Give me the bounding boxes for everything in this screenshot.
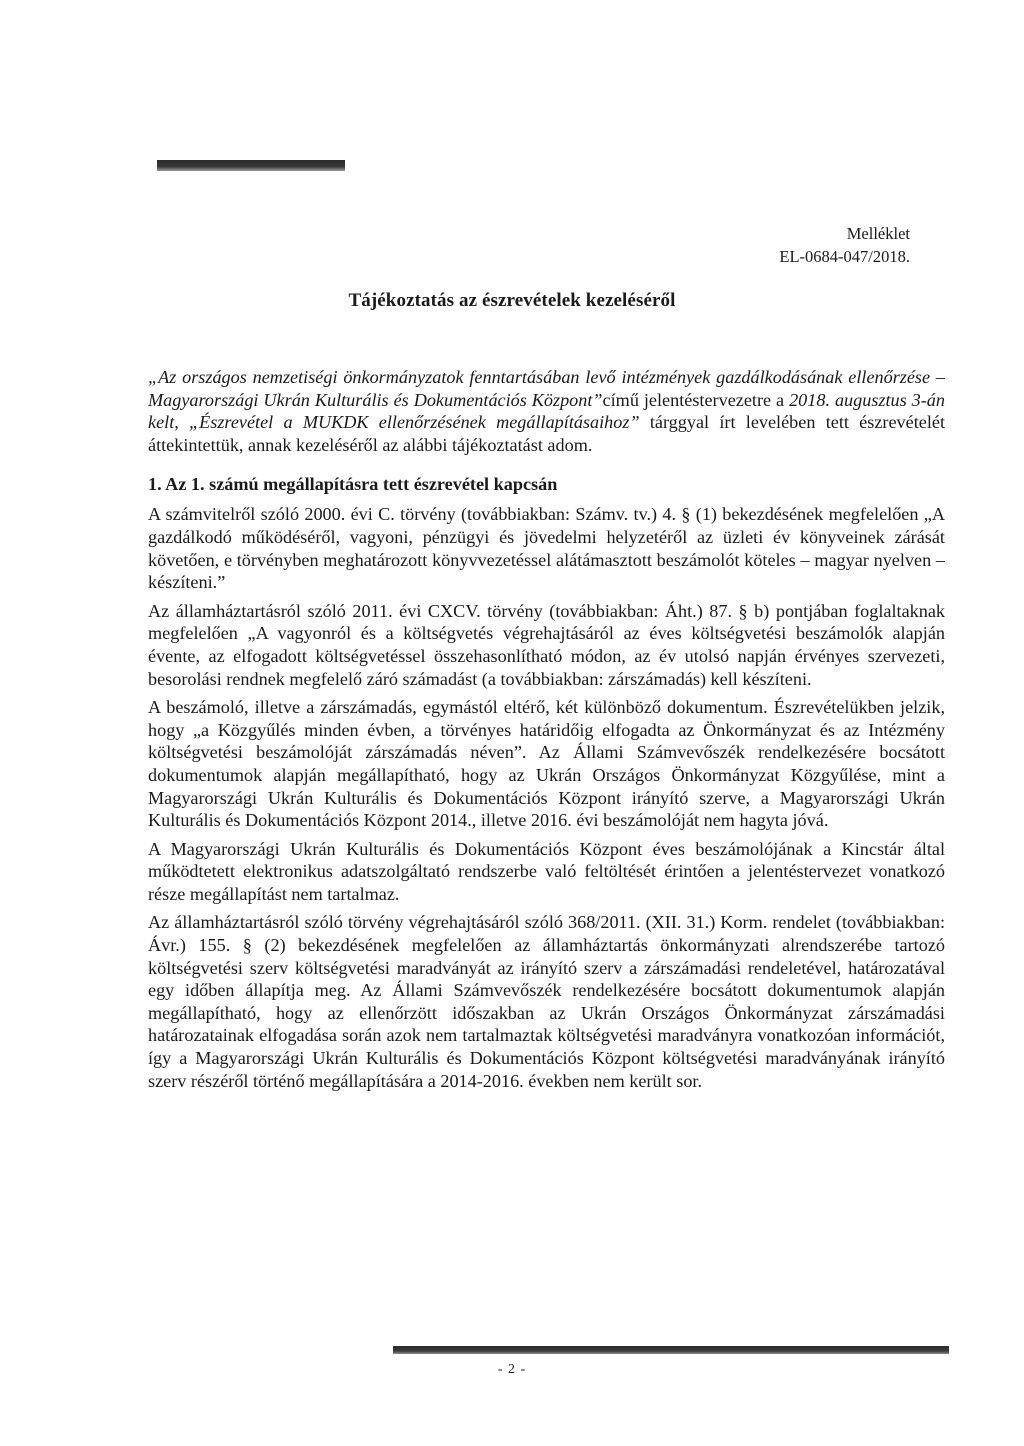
intro-text-a: című jelentéstervezetre a [602, 389, 790, 410]
intro-letter-reference: 2018. augusztus 3-án kelt, „Észrevétel a MUKDK ellenőrzésének megállapításaihoz” [148, 389, 945, 433]
paragraph-accounting-act: A számvitelről szóló 2000. évi C. törvény (továbbiakban: Számv. tv.) 4. § (1) bekezdésének megfelelően „A gazdálkodó működéséről, vagyoni, pénzügyi és jövedelmi helyzetéről az üzleti év könyveinek zárását követően, e törvényben meghatározott könyvvezetéssel alátámasztott beszámolót köteles – magyar nyelven – készíteni.” [148, 504, 945, 593]
paragraph-treasury-upload: A Magyarországi Ukrán Kulturális és Dokumentációs Központ éves beszámolójának a Kincstár által működtetett elektronikus adatszolgáltató rendszerbe való feltöltését érintően a jelentéstervezet vonatkozó része megállapítást nem tartalmaz. [148, 838, 945, 904]
attachment-label: Melléklet [846, 224, 910, 243]
page-number: - 2 - [497, 1362, 527, 1377]
document-id: EL-0684-047/2018. [779, 247, 910, 266]
document-title: Tájékoztatás az észrevételek kezeléséről [348, 290, 676, 311]
paragraph-budget-residual: Az államháztartásról szóló törvény végrehajtásáról szóló 368/2011. (XII. 31.) Korm. rendelet (továbbiakban: Ávr.) 155. § (2) bekezdésének megfelelően az államháztartás önkormányzati alrendszerébe tartozó költségvetési szerv költségvetési maradványát az irányító szerv a zárszámadási rendeletével, határozatával egy időben állapítja meg. Az Állami Számvevőszék rendelkezésére bocsátott dokumentumok alapján megállapítható, hogy az ellenőrzött időszakban az Ukrán Országos Önkormányzat zárszámadási határozatainak elfogadása során azok nem tartalmaztak költségvetési maradványra vonatkozóan információt, így a Magyarországi Ukrán Kulturális és Dokumentációs Központ költségvetési maradványának irányító szerv részéről történő megállapítására a 2014-2016. években nem került sor. [148, 912, 945, 1091]
section-heading: 1. Az 1. számú megállapításra tett észrevétel kapcsán [148, 474, 558, 495]
paragraph-public-finance-act: Az államháztartásról szóló 2011. évi CXCV. törvény (továbbiakban: Áht.) 87. § b) pontjában foglaltaknak megfelelően „A vagyonról és a költségvetés végrehajtásáról az éves költségvetési beszámolók alapján évente, az elfogadott költségvetéssel összehasonlítható módon, az év utolsó napján érvényes szervezeti, besorolási rendnek megfelelő záró számadást (a továbbiakban: zárszámadás) kell készíteni. [148, 600, 945, 689]
intro-report-title: „Az országos nemzetiségi önkormányzatok fenntartásában levő intézmények gazdálkodásának ellenőrzése – Magyarországi Ukrán Kulturális és Dokumentációs Központ” [148, 367, 945, 410]
intro-text-b: tárggyal írt levelében tett észrevételét áttekintettük, annak kezeléséről az alábbi tájékoztatást adom. [148, 412, 945, 455]
intro-paragraph [148, 366, 945, 456]
paragraph-report-vs-closing: A beszámoló, illetve a zárszámadás, egymástól eltérő, két különböző dokumentum. Észrevételükben jelzik, hogy „a Közgyűlés minden évben, a törvényes határidőig elfogadta az Önkormányzat és az Intézmény költségvetési beszámolóját zárszámadás néven”. Az Állami Számvevőszék rendelkezésére bocsátott dokumentumok alapján megállapítható, hogy az Ukrán Országos Önkormányzat Közgyűlése, mint a Magyarországi Ukrán Kulturális és Dokumentációs Központ irányító szerve, a Magyarországi Ukrán Kulturális és Dokumentációs Központ 2014., illetve 2016. évi beszámolóját nem hagyta jóvá. [148, 697, 945, 831]
footer-redaction-bar [393, 1346, 949, 1354]
attachment-block [779, 222, 910, 268]
header-redaction-bar [157, 160, 345, 171]
document-body [148, 366, 945, 1098]
